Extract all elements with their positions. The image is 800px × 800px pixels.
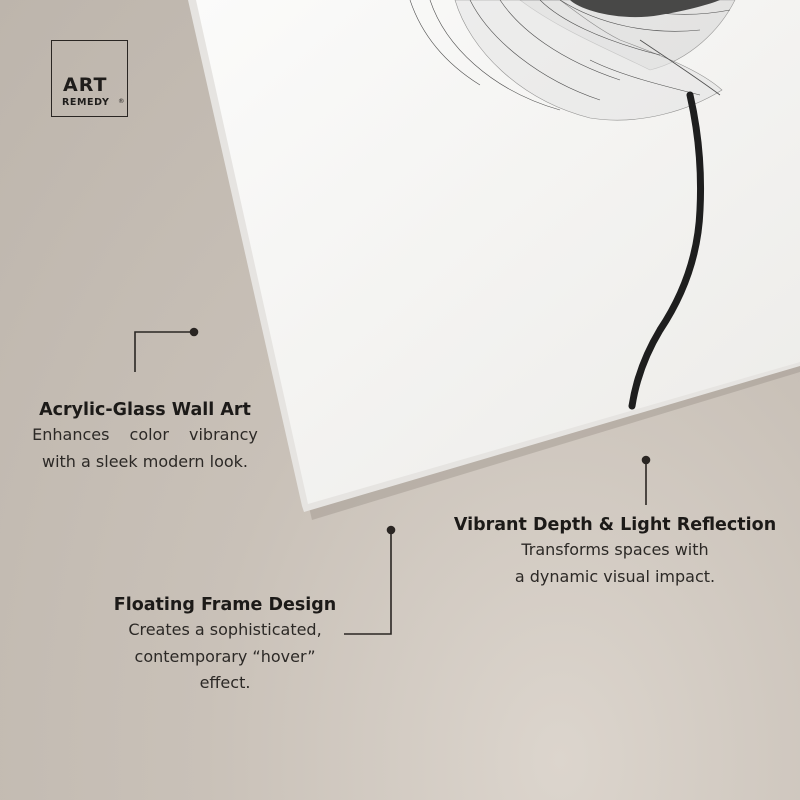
connector-dot-floating [388,527,395,534]
registered-mark: ® [118,97,125,105]
feature-description-line: Transforms spaces with [521,540,709,559]
connector-dot-depth [643,457,650,464]
feature-description-line: Creates a sophisticated, [128,620,322,639]
feature-floating-frame [80,593,370,697]
feature-title: Floating Frame Design [113,595,337,615]
feature-title: Vibrant Depth & Light Reflection [453,515,777,535]
feature-description-line: effect. [199,673,251,692]
art-remedy-logo [51,40,128,117]
feature-acrylic-glass [10,398,280,475]
feature-description-line: with a sleek modern look. [41,451,248,471]
feature-description-line: Enhances color vibrancy [32,425,258,444]
logo-art-text: ART [63,74,108,96]
feature-description-line: contemporary “hover” [134,646,316,666]
logo-remedy-text: REMEDY [62,97,110,108]
feature-description-line: a dynamic visual impact. [514,566,716,586]
connector-dot-acrylic [191,329,198,336]
connector-acrylic [135,332,194,372]
feature-title: Acrylic-Glass Wall Art [39,400,251,420]
feature-vibrant-depth [435,513,795,590]
